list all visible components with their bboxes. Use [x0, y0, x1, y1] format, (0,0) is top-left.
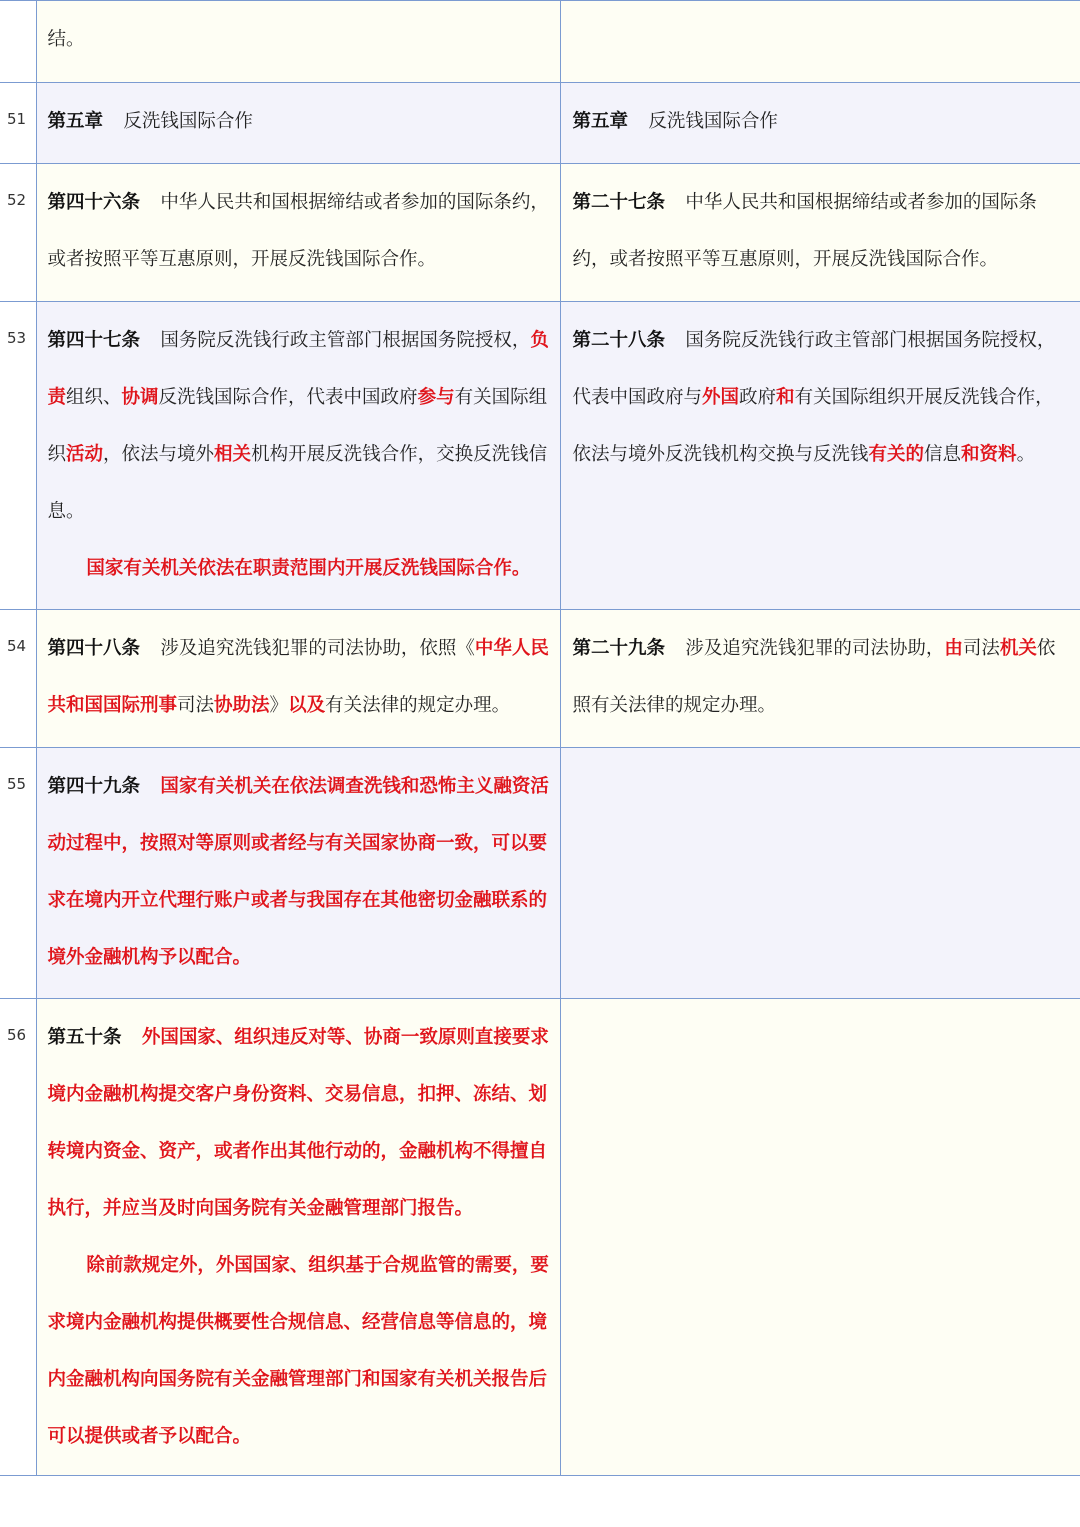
highlighted-change: 中华人民共和国国际刑事 — [47, 638, 549, 716]
new-law-cell — [36, 164, 560, 302]
highlighted-change: 和资料 — [961, 444, 1017, 465]
clause-text: 中华人民共和国根据缔结或者参加的国际条约，或者按照平等互惠原则，开展反洗钱国际合作。 — [572, 192, 1037, 270]
clause-paragraph — [48, 620, 550, 734]
clause-text: 涉及追究洗钱犯罪的司法协助，依照《 — [160, 638, 475, 659]
clause-paragraph — [573, 93, 1071, 150]
old-law-cell — [560, 302, 1080, 610]
article-number: 第二十八条 — [572, 330, 666, 351]
highlighted-change: 参与 — [417, 387, 455, 408]
clause-text: 反洗钱国际合作，代表中国政府 — [158, 387, 418, 408]
row-number: 51 — [0, 83, 36, 164]
article-number: 第四十八条 — [47, 638, 141, 659]
row-number: 53 — [0, 302, 36, 610]
clause-text: 》 — [269, 695, 289, 716]
row-number: 56 — [0, 999, 36, 1476]
highlighted-change: 以及 — [288, 695, 326, 716]
highlighted-change: 机关 — [999, 638, 1037, 659]
row-number: 55 — [0, 748, 36, 999]
clause-paragraph — [573, 312, 1071, 483]
clause-text: 结。 — [47, 29, 85, 50]
clause-text: 国务院反洗钱行政主管部门根据国务院授权， — [160, 330, 531, 351]
new-law-cell — [36, 999, 560, 1476]
table-row — [0, 83, 1080, 164]
clause-text: ，依法与境外 — [103, 444, 215, 465]
clause-paragraph — [573, 174, 1071, 288]
row-number — [0, 1, 36, 83]
article-number: 第四十六条 — [47, 192, 141, 213]
highlighted-change: 外国 — [702, 387, 740, 408]
highlighted-change: 负责 — [47, 330, 549, 408]
row-number: 54 — [0, 610, 36, 748]
table-row — [0, 610, 1080, 748]
clause-paragraph — [48, 1237, 550, 1465]
article-number: 第二十九条 — [572, 638, 666, 659]
highlighted-change: 有关的 — [868, 444, 925, 465]
clause-text: 国务院反洗钱行政主管部门根据国务院授权，代表中国政府与 — [572, 330, 1056, 408]
clause-paragraph — [48, 93, 550, 150]
new-law-cell — [36, 610, 560, 748]
clause-text: 组织、 — [66, 387, 122, 408]
clause-text: 机构开展反洗钱合作，交换反洗钱信息。 — [47, 444, 548, 522]
new-law-cell — [36, 1, 560, 83]
highlighted-change: 相关 — [214, 444, 252, 465]
clause-paragraph — [48, 540, 550, 597]
highlighted-change: 除前款规定外，外国国家、组织基于合规监管的需要，要求境内金融机构提供概要性合规信息、经营信息等信息的，境内金融机构向国务院有关金融管理部门和国家有关机关报告后可以提供或者予以配合。 — [47, 1255, 549, 1447]
table-row — [0, 164, 1080, 302]
clause-text: 有关法律的规定办理。 — [325, 695, 511, 716]
old-law-cell — [560, 748, 1080, 999]
clause-text: 。 — [1016, 444, 1036, 465]
clause-text: 有关国际组织开展反洗钱合作，依法与境外反洗钱机构交换与反洗钱 — [572, 387, 1054, 465]
article-number: 第五十条 — [47, 1027, 122, 1048]
highlighted-change: 国家有关机关在依法调查洗钱和恐怖主义融资活动过程中，按照对等原则或者经与有关国家协商一致，可以要求在境内开立代理行账户或者与我国存在其他密切金融联系的境外金融机构予以配合。 — [47, 776, 549, 968]
old-law-cell — [560, 1, 1080, 83]
new-law-cell — [36, 83, 560, 164]
clause-text: 涉及追究洗钱犯罪的司法协助， — [685, 638, 945, 659]
old-law-cell — [560, 999, 1080, 1476]
article-number: 第二十七条 — [572, 192, 666, 213]
clause-paragraph — [48, 1009, 550, 1237]
article-number: 第五章 — [47, 111, 104, 132]
highlighted-change: 外国国家、组织违反对等、协商一致原则直接要求境内金融机构提交客户身份资料、交易信息，扣押、冻结、划转境内资金、资产，或者作出其他行动的，金融机构不得擅自执行，并应当及时向国务院有关金融管理部门报告。 — [47, 1027, 549, 1219]
clause-text: 有关国际组织 — [47, 387, 548, 465]
new-law-cell — [36, 748, 560, 999]
clause-text: 依照有关法律的规定办理。 — [572, 638, 1056, 716]
table-row — [0, 1, 1080, 83]
clause-text: 中华人民共和国根据缔结或者参加的国际条约，或者按照平等互惠原则，开展反洗钱国际合作。 — [47, 192, 549, 270]
article-number: 第四十七条 — [47, 330, 141, 351]
highlighted-change: 协助法 — [214, 695, 270, 716]
old-law-cell — [560, 83, 1080, 164]
highlighted-change: 由 — [944, 638, 963, 659]
highlighted-change: 活动 — [66, 444, 104, 465]
clause-text: 司法 — [177, 695, 215, 716]
article-number: 第五章 — [572, 111, 629, 132]
highlighted-change: 和 — [776, 387, 795, 408]
clause-text: 信息 — [924, 444, 962, 465]
old-law-cell — [560, 610, 1080, 748]
clause-paragraph — [48, 758, 550, 986]
clause-text: 政府 — [739, 387, 777, 408]
table-row — [0, 748, 1080, 999]
row-number: 52 — [0, 164, 36, 302]
highlighted-change: 协调 — [121, 387, 159, 408]
clause-text: 司法 — [962, 638, 1000, 659]
clause-paragraph — [48, 312, 550, 540]
clause-paragraph — [573, 620, 1071, 734]
table-row — [0, 999, 1080, 1476]
clause-paragraph — [48, 11, 550, 68]
clause-paragraph — [48, 174, 550, 288]
clause-text: 反洗钱国际合作 — [648, 111, 778, 132]
table-row — [0, 302, 1080, 610]
new-law-cell — [36, 302, 560, 610]
clause-text: 反洗钱国际合作 — [123, 111, 253, 132]
article-number: 第四十九条 — [47, 776, 141, 797]
old-law-cell — [560, 164, 1080, 302]
highlighted-change: 国家有关机关依法在职责范围内开展反洗钱国际合作。 — [86, 558, 531, 579]
